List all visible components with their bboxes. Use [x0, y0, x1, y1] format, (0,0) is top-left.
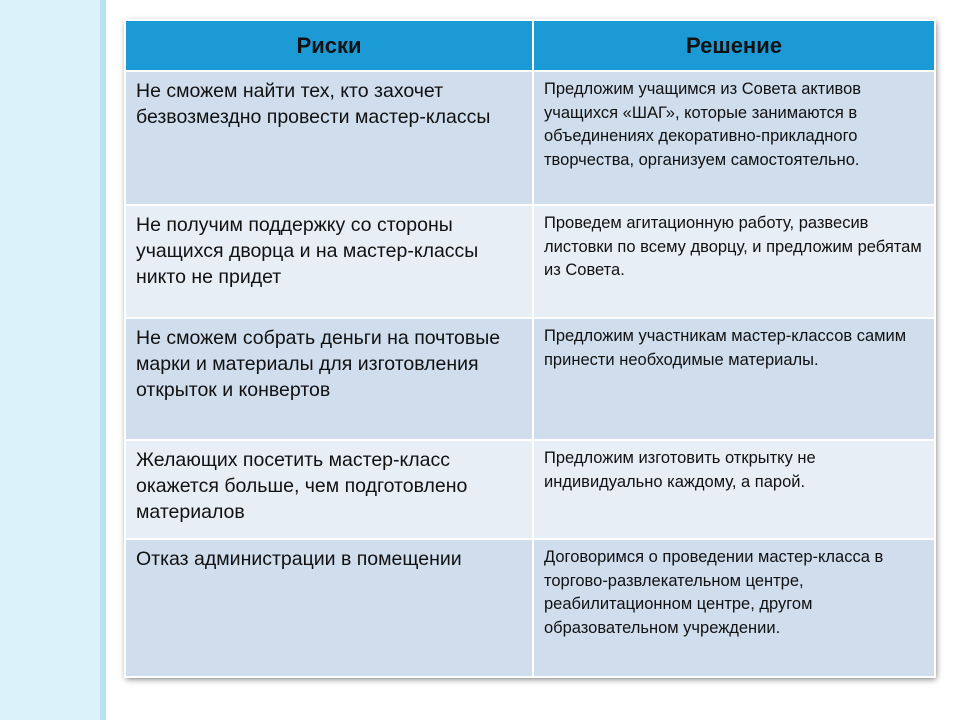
solution-cell: Предложим учащимся из Совета активов учащихся «ШАГ», которые занимаются в объединениях декоративно-прикладного творчества, организуем самостоятельно. [533, 71, 935, 205]
table-header-row [125, 20, 935, 71]
table-row [125, 71, 935, 205]
risk-cell: Не сможем найти тех, кто захочет безвозмездно провести мастер-классы [125, 71, 533, 205]
solution-cell: Договоримся о проведении мастер-класса в торгово-развлекательном центре, реабилитационном центре, другом образовательном учреждении. [533, 539, 935, 677]
header-risks: Риски [125, 20, 533, 71]
solution-cell: Предложим участникам мастер-классов самим принести необходимые материалы. [533, 318, 935, 440]
left-decorative-band [0, 0, 100, 720]
risk-cell: Не получим поддержку со стороны учащихся дворца и на мастер-классы никто не придет [125, 205, 533, 318]
risk-cell: Не сможем собрать деньги на почтовые марки и материалы для изготовления открыток и конвертов [125, 318, 533, 440]
risks-solutions-table [124, 19, 936, 678]
table-row [125, 539, 935, 677]
table-row [125, 318, 935, 440]
risk-cell: Отказ администрации в помещении [125, 539, 533, 677]
solution-cell: Предложим изготовить открытку не индивидуально каждому, а парой. [533, 440, 935, 539]
header-solution: Решение [533, 20, 935, 71]
table-row [125, 205, 935, 318]
solution-cell: Проведем агитационную работу, развесив листовки по всему дворцу, и предложим ребятам из Совета. [533, 205, 935, 318]
risks-solutions-table-container [124, 19, 934, 676]
table-row [125, 440, 935, 539]
left-decorative-rule [100, 0, 106, 720]
risk-cell: Желающих посетить мастер-класс окажется больше, чем подготовлено материалов [125, 440, 533, 539]
